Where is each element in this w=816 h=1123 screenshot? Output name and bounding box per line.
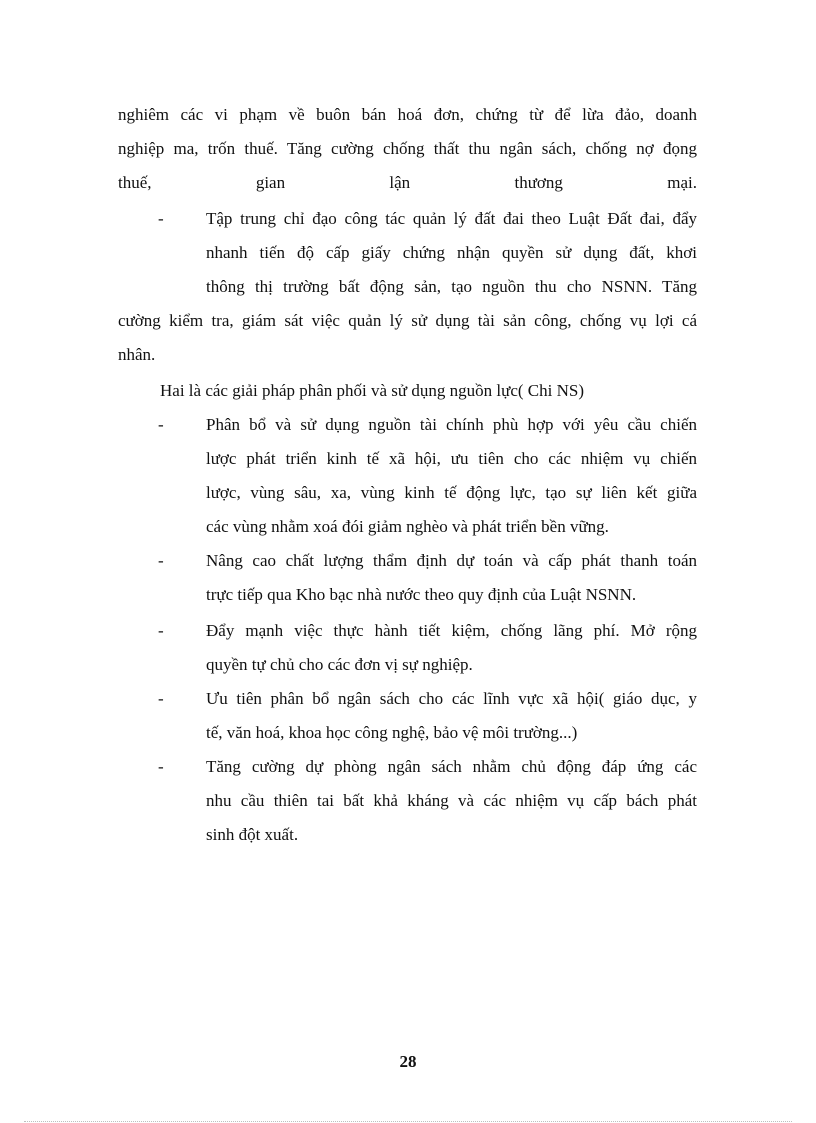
bullet-line: Nâng cao chất lượng thẩm định dự toán và cấp phát thanh toán (206, 551, 697, 570)
bullet-dash: - (158, 415, 164, 434)
bullet-line: lược phát triển kinh tế xã hội, ưu tiên cho các nhiệm vụ chiến (206, 449, 697, 468)
word: gian (255, 173, 286, 192)
word: thương (514, 173, 563, 192)
bullet-line: Ưu tiên phân bổ ngân sách cho các lĩnh vực xã hội( giáo dục, y (206, 689, 697, 708)
page-number: 28 (399, 1052, 417, 1071)
word: mại. (667, 173, 697, 192)
paragraph-line-spread (118, 166, 697, 200)
bullet-line: Tăng cường dự phòng ngân sách nhằm chủ động đáp ứng các (206, 757, 697, 776)
bullet-line: các vùng nhằm xoá đói giảm nghèo và phát triển bền vững. (206, 517, 609, 536)
bullet-line: nhu cầu thiên tai bất khả kháng và các nhiệm vụ cấp bách phát (206, 791, 697, 810)
section-heading: Hai là các giải pháp phân phối và sử dụng nguồn lực( Chi NS) (160, 381, 584, 400)
bullet-line: trực tiếp qua Kho bạc nhà nước theo quy định của Luật NSNN. (206, 585, 637, 604)
bullet-line: lược, vùng sâu, xa, vùng kinh tế động lực, tạo sự liên kết giữa (206, 483, 697, 502)
bullet-dash: - (158, 757, 164, 776)
paragraph-line: nghiêm các vi phạm về buôn bán hoá đơn, chứng từ để lừa đảo, doanh (118, 105, 697, 124)
bullet-dash: - (158, 551, 164, 570)
bullet-dash: - (158, 689, 164, 708)
paragraph-line: cường kiểm tra, giám sát việc quản lý sử dụng tài sản công, chống vụ lợi cá (118, 311, 697, 330)
bullet-line: Phân bổ và sử dụng nguồn tài chính phù hợp với yêu cầu chiến (206, 415, 697, 434)
word: thuế, (118, 173, 152, 192)
bullet-line: Tập trung chỉ đạo công tác quản lý đất đai theo Luật Đất đai, đẩy (206, 209, 697, 228)
bullet-dash: - (158, 209, 164, 228)
bullet-line: thông thị trường bất động sản, tạo nguồn thu cho NSNN. Tăng (206, 277, 697, 296)
bullet-line: nhanh tiến độ cấp giấy chứng nhận quyền sử dụng đất, khơi (206, 243, 697, 262)
bullet-line: quyền tự chủ cho các đơn vị sự nghiệp. (206, 655, 473, 674)
bullet-line: tế, văn hoá, khoa học công nghệ, bảo vệ môi trường...) (206, 723, 578, 742)
bullet-dash: - (158, 621, 164, 640)
word: lận (389, 173, 411, 192)
bullet-line: sinh đột xuất. (206, 825, 299, 844)
paragraph-line: nhân. (118, 345, 156, 364)
bullet-line: Đẩy mạnh việc thực hành tiết kiệm, chống lãng phí. Mở rộng (206, 621, 697, 640)
paragraph-line: nghiệp ma, trốn thuế. Tăng cường chống thất thu ngân sách, chống nợ đọng (118, 139, 697, 158)
page-bottom-border (24, 1121, 792, 1122)
